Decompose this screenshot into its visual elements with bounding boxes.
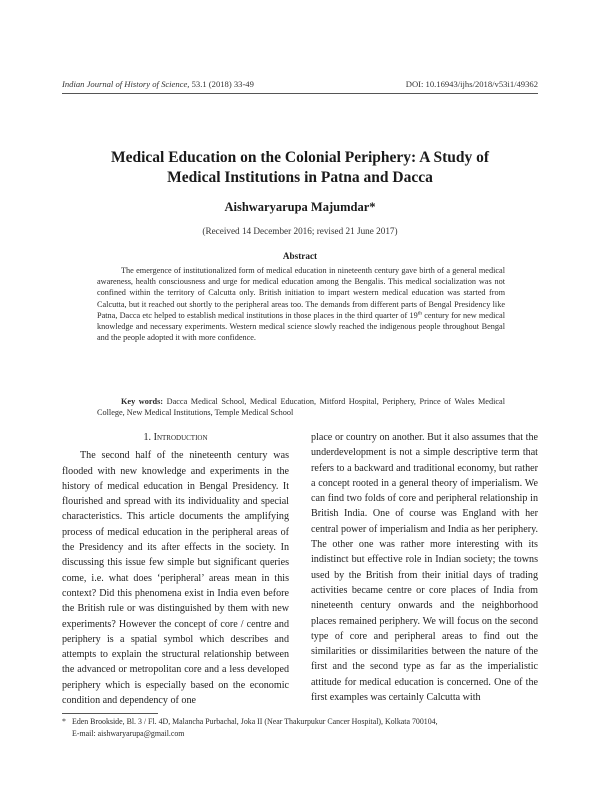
abstract-text-part-2: century for new medical knowledge and necessary experiments. Western medical science slowly reached the indigenous people throughout Bengal and the people adopted it with more confidence. — [97, 310, 505, 343]
keywords-text: Dacca Medical School, Medical Education, Mitford Hospital, Periphery, Prince of Wales Medical College, New Medical Institutions, Temple Medical School — [97, 397, 505, 418]
abstract-body — [97, 265, 505, 343]
journal-volume: 53.1 (2018) 33-49 — [191, 79, 254, 89]
running-header — [62, 79, 538, 89]
footnote-rule — [62, 713, 158, 714]
footnote-mark: * — [62, 717, 66, 726]
author-name: Aishwaryarupa Majumdar* — [224, 200, 376, 214]
section-number: 1. — [143, 432, 152, 443]
left-column — [62, 430, 289, 708]
abstract-heading: Abstract — [282, 251, 318, 261]
left-column-paragraph: The second half of the nineteenth century was flooded with new knowledge and experiments in the history of medical education in Bengal Presidency. It flourished and spread with its individuality and special characteristics. This article documents the amplifying process of medical education in the peripheral areas of the Presidency and its after effects in the society. In discussing this issue few simple but significant queries come, i.e. what does ‘peripheral’ areas mean in this context? Did this phenomena exist in India even before the British rule or was distinguished by them with new experiments? However the concept of core / centre and periphery is a spatial symbol which describes and attempts to explain the structural relationship between the advanced or metropolitan core and a less developed periphery which is especially based on the economic condition and dependency of one — [62, 450, 289, 707]
journal-citation — [62, 79, 254, 89]
title-line-2: Medical Institutions in Patna and Dacca — [167, 169, 433, 186]
right-column-paragraph: place or country on another. But it also assumes that the underdevelopment is not a simple descriptive term that refers to a backward and traditional economy, but rather a concept rooted in a general theory of imperialism. We can find two folds of core and peripheral relationship in British India. One of course was England with her central power of imperialism and India as her periphery. The other one was rather more interesting with its indistinct but effective role in Indian society; the towns used by the British from their initial days of trading activities became centre or core places of India from nineteenth century onwards and the neighborhood places remained periphery. We will focus on the second type of core and peripheral areas to find out the similarities or dissimilarities between the nature of the first and the second type as far as the imperialistic attitude for medical education is concerned. One of the first examples was certainly Calcutta with — [311, 432, 538, 704]
journal-name: Indian Journal of History of Science, — [62, 79, 190, 89]
footnote-email[interactable]: E-mail: aishwaryarupa@gmail.com — [72, 728, 185, 738]
keywords-label: Key words: — [121, 397, 164, 406]
author-footnote — [62, 716, 540, 739]
abstract-text-part-1: The emergence of institutionalized form of medical education in nineteenth century gave birth of a general medical awareness, health consciousness and urge for medical education among the Bengalis. This medical socialization was not confined within the territory of Calcutta only. British initiation to impart western medical education was started from Calcutta, but it reached out shortly to the peripheral areas too. The demands from different parts of Bengal Presidency like Patna, Dacca etc helped to establish medical institutions in those places in the third quarter of 19 — [97, 266, 505, 320]
abstract-superscript: th — [417, 310, 423, 317]
keywords — [97, 396, 505, 418]
header-rule — [62, 93, 538, 94]
doi[interactable]: DOI: 10.16943/ijhs/2018/v53i1/49362 — [405, 79, 538, 89]
section-heading — [62, 430, 289, 445]
received-dates: (Received 14 December 2016; revised 21 June 2017) — [202, 226, 398, 236]
footnote-address: Eden Brookside, Bl. 3 / Fl. 4D, Malancha Purbachal, Joka II (Near Thakurpukur Cancer Hospital), Kolkata 700104, — [72, 717, 438, 726]
right-column — [311, 430, 538, 705]
title-line-1: Medical Education on the Colonial Periphery: A Study of — [110, 149, 490, 166]
section-title: Introduction — [153, 432, 208, 443]
paper-title — [70, 148, 530, 188]
